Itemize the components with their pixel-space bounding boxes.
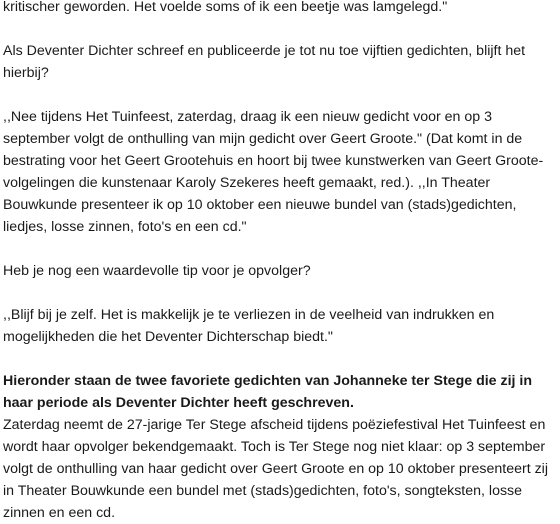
paragraph-closing — [3, 370, 556, 524]
paragraph-question-tip: Heb je nog een waardevolle tip voor je opvolger? — [3, 263, 311, 279]
paragraph-answer-tuinfeest: ,,Nee tijdens Het Tuinfeest, zaterdag, draag ik een nieuw gedicht voor en op 3 september volgt de onthulling van mijn gedicht over Geert Groote." (Dat komt in de bestrating voor het Geert Grootehuis en hoort bij twee kunstwerken van Geert Groote-volgelingen die kunstenaar Karoly Szekeres heeft gemaakt, red.). ,,In Theater Bouwkunde presenteer ik op 10 oktober een nieuwe bundel van (stads)gedichten, liedjes, losse zinnen, foto's en een cd." — [3, 109, 544, 235]
paragraph-question-poems: Als Deventer Dichter schreef en publiceerde je tot nu toe vijftien gedichten, blijft het hierbij? — [3, 43, 526, 81]
paragraph-answer-tip: ,,Blijf bij je zelf. Het is makkelijk je te verliezen in de veelheid van indrukken en mogelijkheden die het Deventer Dichterschap biedt." — [3, 307, 495, 345]
paragraph-quote-end: kritischer geworden. Het voelde soms of ik een beetje was lamgelegd." — [3, 0, 448, 15]
paragraph-closing-text: Zaterdag neemt de 27-jarige Ter Stege afscheid tijdens poëziefestival Het Tuinfeest en wordt haar opvolger bekendgemaakt. Toch is Ter Stege nog niet klaar: op 3 september volgt de onthulling van haar gedicht over Geert Groote en op 10 oktober presenteert zij in Theater Bouwkunde een bundel met (stads)gedichten, foto's, songteksten, losse zinnen en een cd. — [3, 417, 548, 521]
paragraph-closing-intro: Hieronder staan de twee favoriete gedichten van Johanneke ter Stege die zij in haar periode als Deventer Dichter heeft geschreven. — [3, 373, 533, 411]
article-content — [3, 0, 556, 524]
